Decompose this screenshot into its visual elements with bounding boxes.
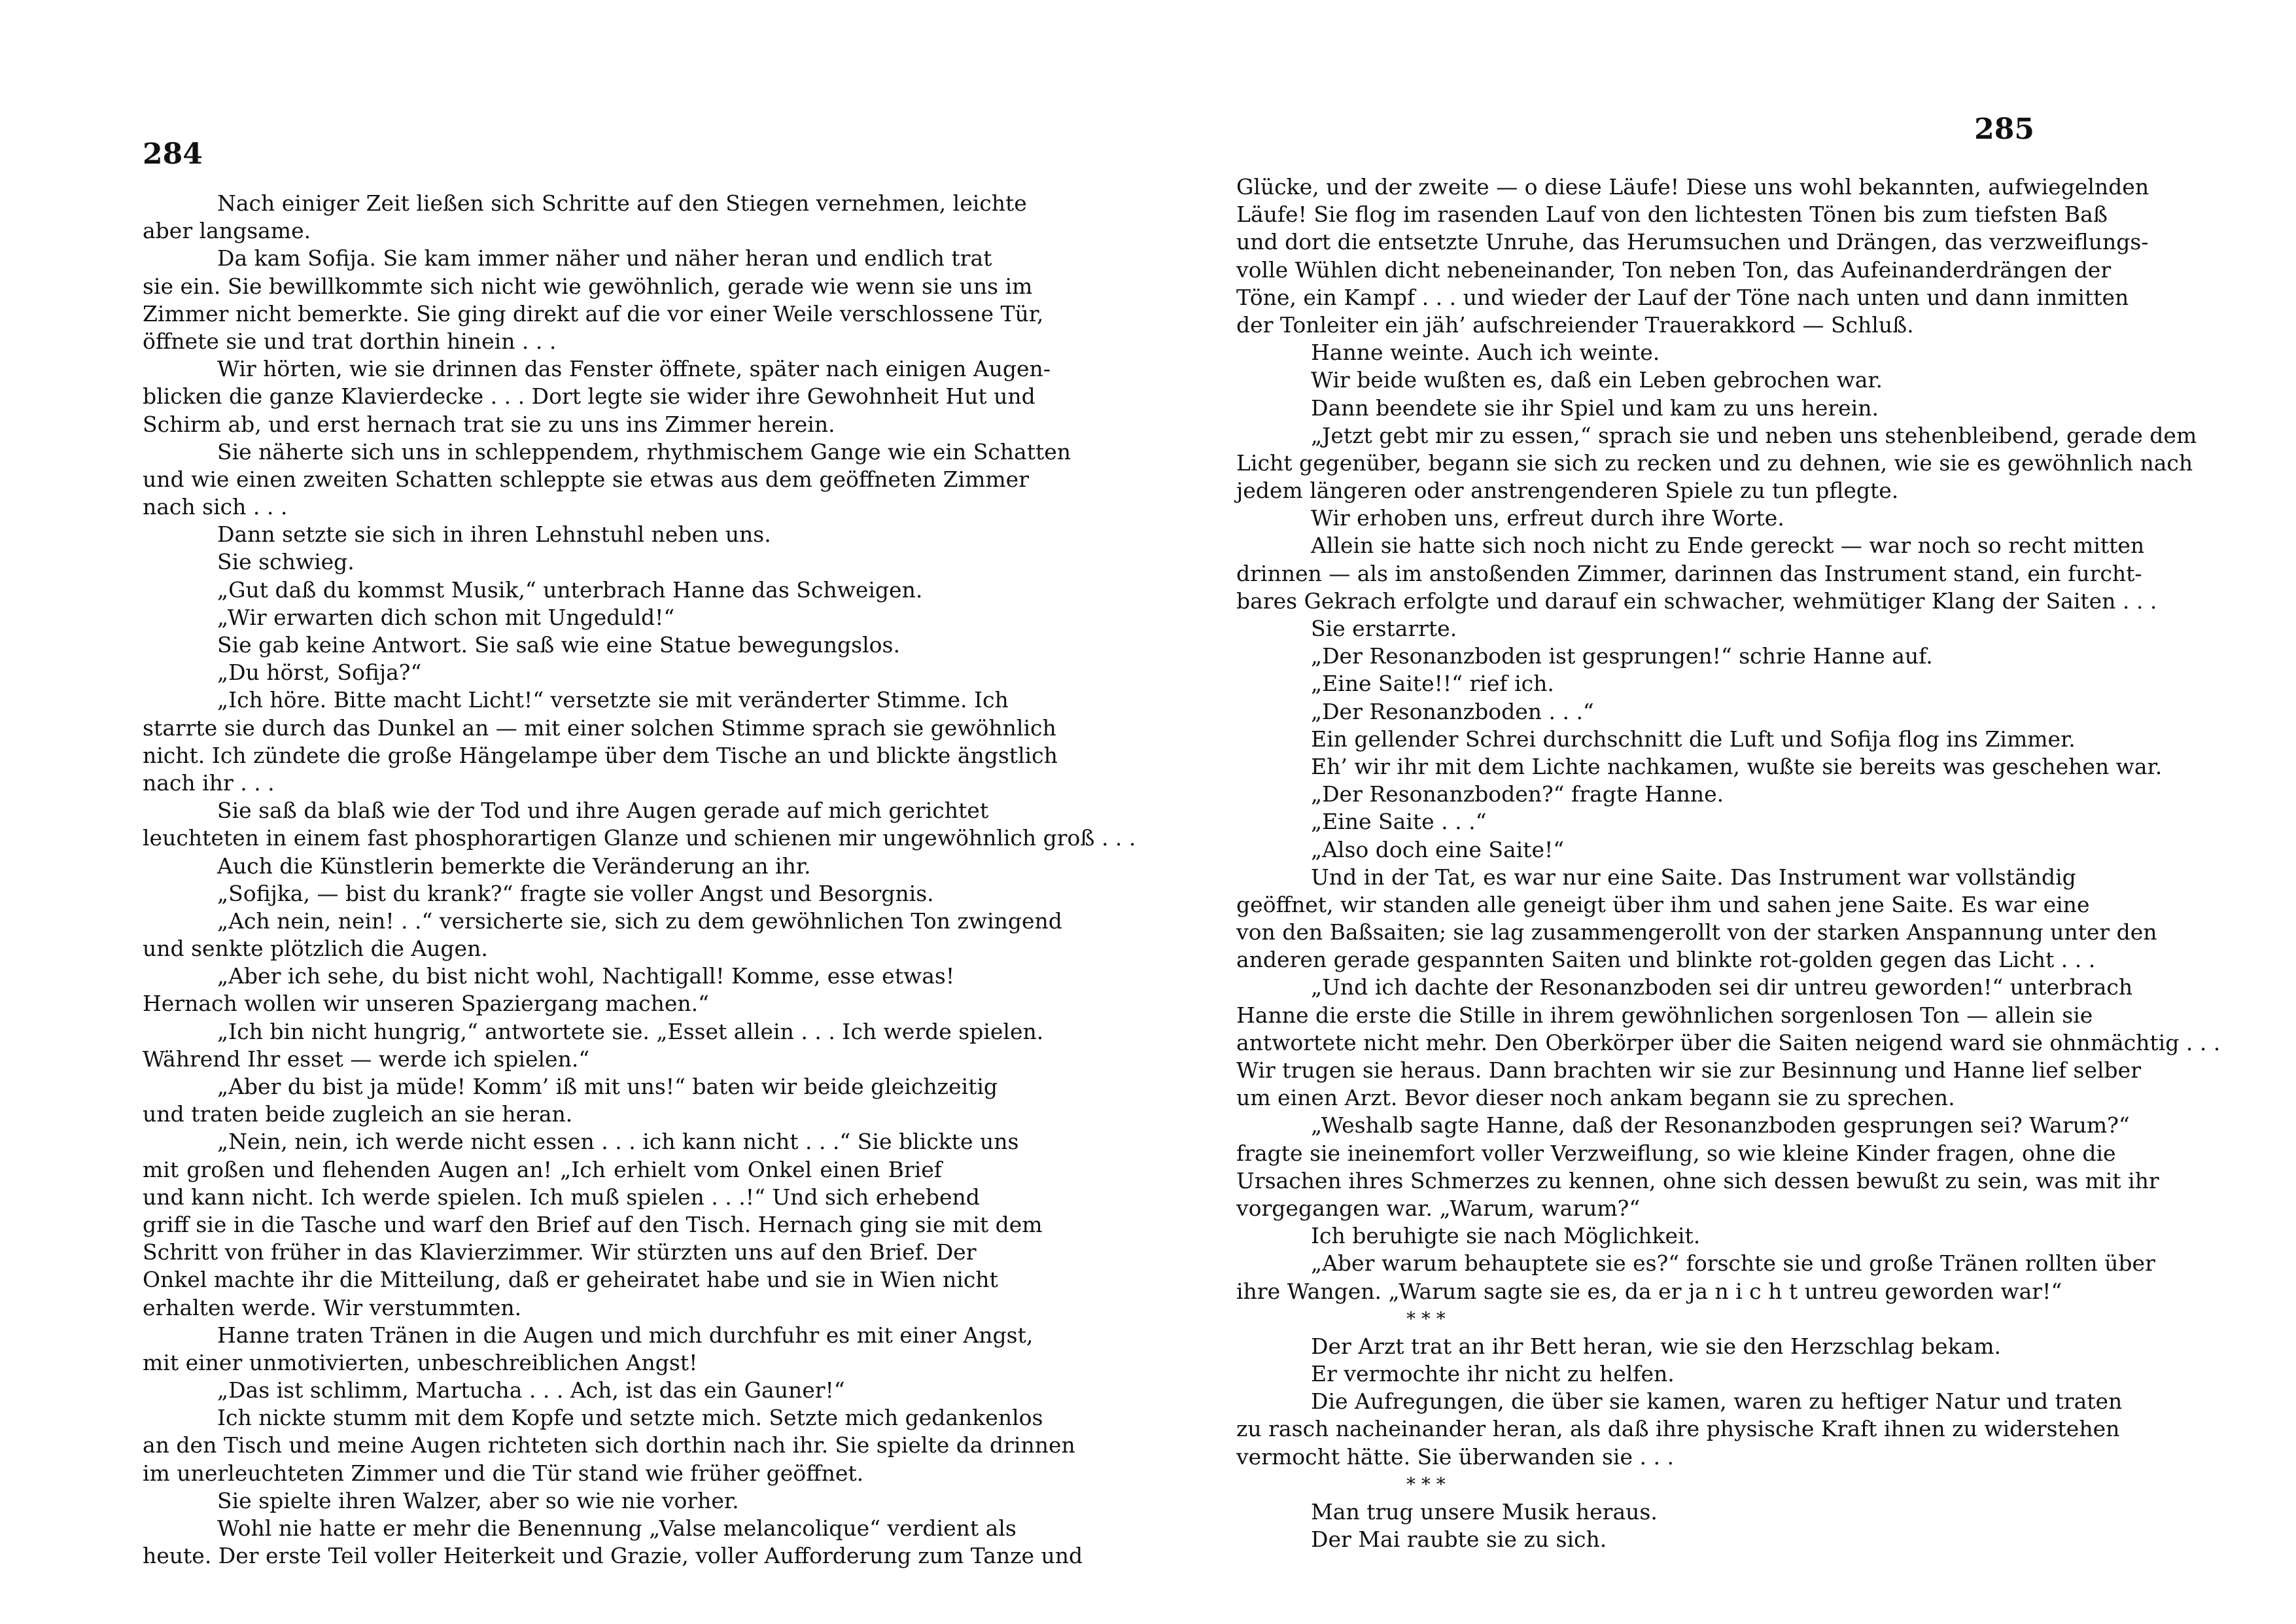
text-line: an den Tisch und meine Augen richteten sich dorthin nach ihr. Sie spielte da drinnen <box>143 1432 1075 1458</box>
right-page-text <box>1236 173 2221 1553</box>
text-line: der Tonleiter ein jäh’ aufschreiender Trauerakkord — Schluß. <box>1236 311 1914 338</box>
text-line: „Eine Saite . . .“ <box>1311 809 1487 835</box>
text-line: Schirm ab, und erst hernach trat sie zu uns ins Zimmer herein. <box>143 411 835 437</box>
text-line: bares Gekrach erfolgte und darauf ein schwacher, wehmütiger Klang der Saiten . . . <box>1236 588 2157 614</box>
text-line: Während Ihr esset — werde ich spielen.“ <box>143 1046 590 1072</box>
text-line: drinnen — als im anstoßenden Zimmer, darinnen das Instrument stand, ein furcht- <box>1236 560 2142 586</box>
text-line: von den Baßsaiten; sie lag zusammengerollt von der starken Anspannung unter den <box>1236 919 2157 945</box>
text-line: und traten beide zugleich an sie heran. <box>143 1101 573 1127</box>
text-line: „Und ich dachte der Resonanzboden sei dir untreu geworden!“ unterbrach <box>1311 974 2133 1000</box>
text-line: zu rasch nacheinander heran, als daß ihre physische Kraft ihnen zu widerstehen <box>1236 1416 2120 1442</box>
text-line: Sie saß da blaß wie der Tod und ihre Augen gerade auf mich gerichtet <box>217 798 989 824</box>
text-line: „Weshalb sagte Hanne, daß der Resonanzboden gesprungen sei? Warum?“ <box>1311 1112 2130 1139</box>
text-line: und kann nicht. Ich werde spielen. Ich muß spielen . . .!“ Und sich erhebend <box>143 1184 980 1210</box>
text-line: erhalten werde. Wir verstummten. <box>143 1294 522 1320</box>
text-line: anderen gerade gespannten Saiten und blinkte rot-golden gegen das Licht . . . <box>1236 947 2096 973</box>
text-line: „Nein, nein, ich werde nicht essen . . . ich kann nicht . . .“ Sie blickte uns <box>217 1129 1019 1155</box>
text-line: * * * <box>1406 1307 1446 1330</box>
text-line: jedem längeren oder anstrengenderen Spiele zu tun pflegte. <box>1236 478 1899 504</box>
text-line: Hanne die erste die Stille in ihrem gewöhnlichen sorgenlosen Ton — allein sie <box>1236 1002 2093 1028</box>
text-line: öffnete sie und trat dorthin hinein . . . <box>143 328 557 354</box>
text-line: „Eine Saite!!“ rief ich. <box>1311 671 1554 697</box>
text-line: Wir trugen sie heraus. Dann brachten wir sie zur Besinnung und Hanne lief selber <box>1236 1057 2141 1083</box>
text-line: Sie spielte ihren Walzer, aber so wie nie vorher. <box>217 1487 739 1513</box>
text-line: im unerleuchteten Zimmer und die Tür stand wie früher geöffnet. <box>143 1460 864 1486</box>
page-number-left: 284 <box>143 137 203 171</box>
text-line: Wir hörten, wie sie drinnen das Fenster öffnete, später nach einigen Augen- <box>217 356 1051 382</box>
text-line: „Ich bin nicht hungrig,“ antwortete sie. „Esset allein . . . Ich werde spielen. <box>217 1018 1044 1044</box>
text-line: geöffnet, wir standen alle geneigt über ihm und sahen jene Saite. Es war eine <box>1236 891 2090 917</box>
text-line: „Sofijka, — bist du krank?“ fragte sie voller Angst und Besorgnis. <box>217 880 934 906</box>
text-line: Wir erhoben uns, erfreut durch ihre Worte. <box>1311 505 1784 531</box>
text-line: Und in der Tat, es war nur eine Saite. Das Instrument war vollständig <box>1311 864 2076 890</box>
text-line: leuchteten in einem fast phosphorartigen Glanze und schienen mir ungewöhnlich groß . . . <box>143 825 1136 851</box>
text-line: Hernach wollen wir unseren Spaziergang machen.“ <box>143 991 709 1017</box>
text-line: Schritt von früher in das Klavierzimmer. Wir stürzten uns auf den Brief. Der <box>143 1239 977 1265</box>
text-line: * * * <box>1406 1473 1446 1495</box>
text-line: „Ich höre. Bitte macht Licht!“ versetzte sie mit veränderter Stimme. Ich <box>217 687 1009 713</box>
text-line: Da kam Sofija. Sie kam immer näher und näher heran und endlich trat <box>217 245 992 272</box>
text-line: ihre Wangen. „Warum sagte sie es, da er ja n i c h t untreu geworden war!“ <box>1236 1278 2062 1304</box>
text-line: mit einer unmotivierten, unbeschreiblichen Angst! <box>143 1349 698 1375</box>
text-line: vermocht hätte. Sie überwanden sie . . . <box>1236 1443 1674 1470</box>
text-line: Auch die Künstlerin bemerkte die Veränderung an ihr. <box>217 853 811 879</box>
text-line: nach ihr . . . <box>143 769 275 796</box>
text-line: fragte sie ineinemfort voller Verzweiflung, so wie kleine Kinder fragen, ohne die <box>1236 1140 2116 1166</box>
text-line: „Du hörst, Sofija?“ <box>217 660 422 686</box>
text-line: „Wir erwarten dich schon mit Ungeduld!“ <box>217 604 675 630</box>
text-line: antwortete nicht mehr. Den Oberkörper über die Saiten neigend ward sie ohnmächtig . . . <box>1236 1029 2221 1055</box>
text-line: Sie gab keine Antwort. Sie saß wie eine Statue bewegungslos. <box>217 632 900 658</box>
text-line: Nach einiger Zeit ließen sich Schritte auf den Stiegen vernehmen, leichte <box>217 190 1027 216</box>
text-line: Hanne weinte. Auch ich weinte. <box>1311 340 1660 366</box>
text-line: Sie schwieg. <box>217 549 355 575</box>
text-line: griff sie in die Tasche und warf den Brief auf den Tisch. Hernach ging sie mit dem <box>143 1211 1043 1237</box>
text-line: blicken die ganze Klavierdecke . . . Dort legte sie wider ihre Gewohnheit Hut und <box>143 383 1035 410</box>
text-line: Sie näherte sich uns in schleppendem, rhythmischem Gange wie ein Schatten <box>217 438 1071 465</box>
text-line: mit großen und flehenden Augen an! „Ich erhielt vom Onkel einen Brief <box>143 1156 942 1182</box>
text-line: „Also doch eine Saite!“ <box>1311 836 1565 862</box>
text-line: „Ach nein, nein! . .“ versicherte sie, sich zu dem gewöhnlichen Ton zwingend <box>217 908 1062 934</box>
text-line: Glücke, und der zweite — o diese Läufe! Diese uns wohl bekannten, aufwiegelnden <box>1236 174 2149 200</box>
text-line: Zimmer nicht bemerkte. Sie ging direkt auf die vor einer Weile verschlossene Tür, <box>143 300 1044 327</box>
text-line: Ich nickte stumm mit dem Kopfe und setzte mich. Setzte mich gedankenlos <box>217 1405 1043 1431</box>
text-line: „Der Resonanzboden ist gesprungen!“ schrie Hanne auf. <box>1311 643 1933 669</box>
text-line: vorgegangen war. „Warum, warum?“ <box>1236 1195 1641 1221</box>
text-line: um einen Arzt. Bevor dieser noch ankam begann sie zu sprechen. <box>1236 1085 1955 1111</box>
text-line: Dann beendete sie ihr Spiel und kam zu uns herein. <box>1311 395 1879 421</box>
page-number-right: 285 <box>1974 113 2034 146</box>
text-line: Ursachen ihres Schmerzes zu kennen, ohne sich dessen bewußt zu sein, was mit ihr <box>1236 1167 2159 1193</box>
text-line: und senkte plötzlich die Augen. <box>143 936 488 962</box>
text-line: Der Mai raubte sie zu sich. <box>1311 1527 1607 1553</box>
text-line: Licht gegenüber, begann sie sich zu recken und zu dehnen, wie sie es gewöhnlich nach <box>1236 450 2193 476</box>
text-line: Hanne traten Tränen in die Augen und mich durchfuhr es mit einer Angst, <box>217 1322 1034 1348</box>
text-line: Wohl nie hatte er mehr die Benennung „Valse melancolique“ verdient als <box>217 1515 1017 1541</box>
text-line: nicht. Ich zündete die große Hängelampe über dem Tische an und blickte ängstlich <box>143 742 1058 768</box>
text-line: und dort die entsetzte Unruhe, das Herumsuchen und Drängen, das verzweiflungs- <box>1236 229 2149 255</box>
text-line: „Aber du bist ja müde! Komm’ iß mit uns!“ baten wir beide gleichzeitig <box>217 1074 998 1099</box>
text-line: Der Arzt trat an ihr Bett heran, wie sie den Herzschlag bekam. <box>1311 1333 2002 1359</box>
text-line: volle Wühlen dicht nebeneinander, Ton neben Ton, das Aufeinanderdrängen der <box>1236 256 2112 283</box>
left-page-text <box>143 190 1136 1570</box>
text-line: Allein sie hatte sich noch nicht zu Ende gereckt — war noch so recht mitten <box>1311 533 2145 559</box>
text-line: Ein gellender Schrei durchschnitt die Luft und Sofija flog ins Zimmer. <box>1311 726 2076 752</box>
text-line: Ich beruhigte sie nach Möglichkeit. <box>1311 1223 1701 1249</box>
text-line: Er vermochte ihr nicht zu helfen. <box>1311 1361 1675 1387</box>
text-line: Man trug unsere Musik heraus. <box>1311 1499 1658 1525</box>
text-line: Die Aufregungen, die über sie kamen, waren zu heftiger Natur und traten <box>1311 1388 2123 1415</box>
text-line: Läufe! Sie flog im rasenden Lauf von den lichtesten Tönen bis zum tiefsten Baß <box>1236 202 2108 228</box>
text-line: „Gut daß du kommst Musik,“ unterbrach Hanne das Schweigen. <box>217 576 923 603</box>
text-line: Wir beide wußten es, daß ein Leben gebrochen war. <box>1311 367 1883 393</box>
text-line: aber langsame. <box>143 218 311 244</box>
text-line: nach sich . . . <box>143 494 288 520</box>
text-line: sie ein. Sie bewillkommte sich nicht wie gewöhnlich, gerade wie wenn sie uns im <box>143 273 1033 299</box>
text-line: „Der Resonanzboden?“ fragte Hanne. <box>1311 781 1724 807</box>
text-line: heute. Der erste Teil voller Heiterkeit und Grazie, voller Aufforderung zum Tanze und <box>143 1543 1083 1569</box>
text-line: Onkel machte ihr die Mitteilung, daß er geheiratet habe und sie in Wien nicht <box>143 1267 998 1293</box>
text-line: Dann setzte sie sich in ihren Lehnstuhl neben uns. <box>217 521 771 548</box>
text-line: „Das ist schlimm, Martucha . . . Ach, ist das ein Gauner!“ <box>217 1377 845 1403</box>
text-line: Sie erstarrte. <box>1311 616 1457 641</box>
text-line: Eh’ wir ihr mit dem Lichte nachkamen, wußte sie bereits was geschehen war. <box>1311 753 2163 779</box>
text-line: und wie einen zweiten Schatten schleppte sie etwas aus dem geöffneten Zimmer <box>143 466 1029 492</box>
text-line: „Aber ich sehe, du bist nicht wohl, Nachtigall! Komme, esse etwas! <box>217 963 955 989</box>
text-line: „Jetzt gebt mir zu essen,“ sprach sie und neben uns stehenbleibend, gerade dem <box>1311 422 2197 448</box>
text-line: Töne, ein Kampf . . . und wieder der Lauf der Töne nach unten und dann inmitten <box>1236 284 2129 310</box>
text-line: „Der Resonanzboden . . .“ <box>1311 698 1594 724</box>
text-line: „Aber warum behauptete sie es?“ forschte sie und große Tränen rollten über <box>1311 1250 2155 1277</box>
text-line: starrte sie durch das Dunkel an — mit einer solchen Stimme sprach sie gewöhnlich <box>143 715 1056 741</box>
